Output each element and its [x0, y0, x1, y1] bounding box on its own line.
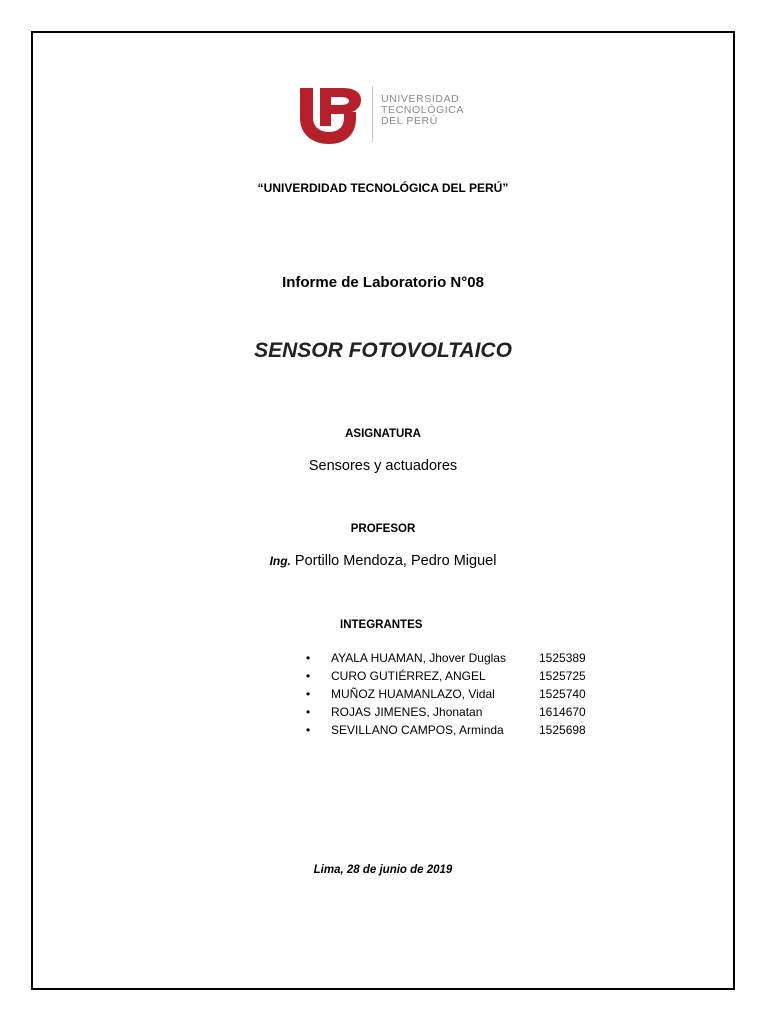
member-name: SEVILLANO CAMPOS, Arminda [331, 723, 504, 737]
university-title: “UNIVERDIDAD TECNOLÓGICA DEL PERÚ” [257, 181, 509, 195]
logo-line: TECNOLÓGICA [381, 104, 465, 116]
logo-divider [372, 86, 373, 142]
report-title: SENSOR FOTOVOLTAICO [254, 339, 512, 362]
member-code: 1525389 [539, 651, 586, 665]
university-logo [298, 82, 478, 146]
member-code: 1525740 [539, 687, 586, 701]
member-code: 1614670 [539, 705, 586, 719]
bullet: • [306, 723, 311, 737]
logo-line: UNIVERSIDAD [381, 93, 460, 105]
subject-label: ASIGNATURA [345, 428, 421, 440]
report-number: Informe de Laboratorio N°08 [282, 274, 484, 291]
professor-name: Portillo Mendoza, Pedro Miguel [294, 553, 497, 569]
members-label: INTEGRANTES [340, 619, 423, 631]
logo-line: DEL PERÚ [381, 115, 438, 127]
page-border [31, 31, 735, 990]
member-name: ROJAS JIMENES, Jhonatan [331, 705, 483, 719]
subject-value: Sensores y actuadores [308, 458, 458, 474]
member-code: 1525698 [539, 723, 586, 737]
member-name: AYALA HUAMAN, Jhover Duglas [331, 651, 506, 665]
professor-value [31, 553, 735, 569]
bullet: • [306, 651, 311, 665]
bullet: • [306, 687, 311, 701]
bullet: • [306, 669, 311, 683]
bullet: • [306, 705, 311, 719]
member-name: CURO GUTIÉRREZ, ANGEL [331, 669, 486, 683]
professor-label: PROFESOR [350, 523, 416, 535]
member-name: MUÑOZ HUAMANLAZO, Vidal [331, 687, 495, 701]
professor-prefix: Ing. [269, 554, 291, 568]
member-code: 1525725 [539, 669, 586, 683]
utp-logo-icon [298, 82, 366, 146]
place-date: Lima, 28 de junio de 2019 [313, 864, 453, 876]
logo-wordmark [381, 94, 464, 127]
